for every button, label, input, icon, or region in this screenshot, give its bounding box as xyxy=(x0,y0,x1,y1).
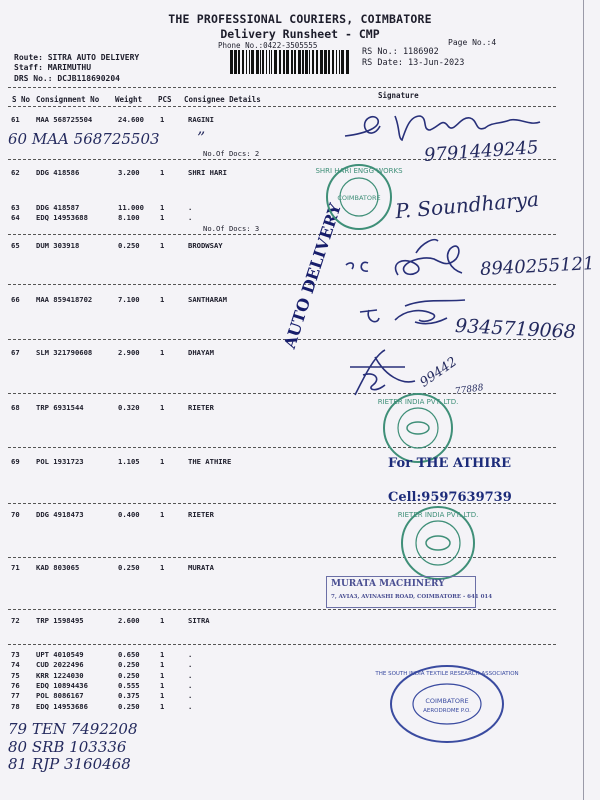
row-consignment: DUM 303918 xyxy=(36,241,80,250)
row-weight: 24.600 xyxy=(118,115,144,124)
row-weight: 11.000 xyxy=(118,203,144,212)
shri-hari-stamp-city: COIMBATORE xyxy=(337,194,381,202)
row-weight: 0.250 xyxy=(118,702,140,711)
col-signature: Signature xyxy=(378,91,419,100)
row-sno: 68 xyxy=(11,403,20,412)
handwritten-row-80: 80 SRB 103336 xyxy=(8,738,127,756)
barcode-bar xyxy=(279,50,281,74)
row-consignment: POL 8086167 xyxy=(36,691,84,700)
barcode-bar xyxy=(312,50,314,74)
handwritten-phone-2: 8940255121 xyxy=(479,253,596,280)
row-pcs: 1 xyxy=(160,115,165,124)
row-consignee: SHRI HARI xyxy=(188,168,227,177)
col-pcs: PCS xyxy=(158,95,172,104)
row-sno: 78 xyxy=(11,702,20,711)
handwritten-row-79: 79 TEN 7492208 xyxy=(8,720,138,738)
row-sno: 63 xyxy=(11,203,20,212)
row-pcs: 1 xyxy=(160,650,165,659)
auto-delivery-stamp: AUTO DELIVERY xyxy=(280,200,345,351)
shri-hari-stamp xyxy=(315,163,403,231)
row-consignee: MURATA xyxy=(188,563,214,572)
row-consignment: MAA 568725504 xyxy=(36,115,93,124)
row-sno: 65 xyxy=(11,241,20,250)
rieter-stamp-1-text: RIETER INDIA PVT. LTD. xyxy=(377,398,459,406)
barcode-bar xyxy=(274,50,277,74)
col-sno: S No xyxy=(12,95,31,104)
barcode-bar xyxy=(341,50,344,74)
row-consignment: TRP 1598495 xyxy=(36,616,84,625)
scan-edge-line xyxy=(583,0,584,800)
divider xyxy=(8,644,556,645)
row-weight: 0.400 xyxy=(118,510,140,519)
row-sno: 70 xyxy=(11,510,20,519)
signature-brodwsay xyxy=(338,233,488,288)
barcode-bar xyxy=(266,50,267,74)
handwritten-row-81: 81 RJP 3160468 xyxy=(8,755,131,773)
row-consignment: DDG 4918473 xyxy=(36,510,84,519)
row-consignment: DDG 418586 xyxy=(36,168,80,177)
row-weight: 0.650 xyxy=(118,650,140,659)
row-consignment: EDQ 10894436 xyxy=(36,681,88,690)
company-phone: Phone No.:0422-3505555 xyxy=(218,41,318,50)
barcode-bar xyxy=(294,50,296,74)
row-weight: 0.250 xyxy=(118,241,140,250)
row-consignee: RIETER xyxy=(188,510,214,519)
document-title: Delivery Runsheet - CMP xyxy=(220,27,380,41)
barcode-bar xyxy=(251,50,254,74)
sitra-stamp-center-2: AERODROME P.O. xyxy=(423,708,471,714)
sitra-stamp xyxy=(375,663,519,745)
row-pcs: 1 xyxy=(160,660,165,669)
divider xyxy=(8,609,556,610)
row-pcs: 1 xyxy=(160,457,165,466)
row-pcs: 1 xyxy=(160,348,165,357)
row-pcs: 1 xyxy=(160,671,165,680)
barcode-bar xyxy=(269,50,270,74)
shri-hari-stamp-text: SHRI HARI ENGG WORKS xyxy=(315,167,403,175)
barcode-bar xyxy=(242,50,244,74)
divider xyxy=(8,106,556,107)
row-weight: 1.105 xyxy=(118,457,140,466)
barcode-bar xyxy=(324,50,327,74)
barcode-bar xyxy=(336,50,337,74)
signature-ragini xyxy=(340,108,560,148)
col-consignee: Consignee Details xyxy=(184,95,261,104)
murata-stamp-name: MURATA MACHINERY xyxy=(331,579,445,589)
row-consignee: SANTHARAM xyxy=(188,295,227,304)
barcode-bar xyxy=(230,50,233,74)
row-consignee: . xyxy=(188,203,193,212)
row-sno: 64 xyxy=(11,213,20,222)
row-consignment: KAD 803065 xyxy=(36,563,80,572)
handwritten-phone-3: 9345719068 xyxy=(454,314,577,344)
drs-number: DRS No.: DCJB118690204 xyxy=(14,74,120,83)
murata-stamp xyxy=(326,576,493,608)
rieter-stamp-2 xyxy=(397,505,479,581)
barcode-bar xyxy=(332,50,334,74)
row-consignee: . xyxy=(188,660,193,669)
row-sno: 66 xyxy=(11,295,20,304)
barcode-bar xyxy=(291,50,293,74)
row-sno: 69 xyxy=(11,457,20,466)
col-consignment: Consignment No xyxy=(36,95,100,104)
barcode-bar xyxy=(249,50,250,74)
murata-stamp-address: 7, AVIA3, AVINASHI ROAD, COIMBATORE - 641 014 xyxy=(331,594,493,600)
row-pcs: 1 xyxy=(160,563,165,572)
handwritten-phone-1: 9791449245 xyxy=(423,137,540,166)
row-pcs: 1 xyxy=(160,168,165,177)
barcode-bar xyxy=(271,50,272,74)
row-weight: 0.320 xyxy=(118,403,140,412)
row-pcs: 1 xyxy=(160,403,165,412)
rieter-stamp-1 xyxy=(377,392,459,464)
row-sno: 76 xyxy=(11,681,20,690)
barcode-bar xyxy=(238,50,240,74)
row-weight: 2.600 xyxy=(118,616,140,625)
sitra-stamp-ring: THE SOUTH INDIA TEXTILE RESEARCH ASSOCIATION xyxy=(375,671,519,677)
barcode-bar xyxy=(320,50,323,74)
divider xyxy=(8,447,556,448)
company-name: THE PROFESSIONAL COURIERS, COIMBATORE xyxy=(168,12,432,26)
sitra-stamp-center: COIMBATORE xyxy=(425,697,469,705)
handwritten-row-60: 60 MAA 568725503 xyxy=(8,130,160,148)
row-consignee: . xyxy=(188,213,193,222)
row-consignee: . xyxy=(188,681,193,690)
docs-note: No.Of Docs: 2 xyxy=(203,149,260,158)
barcode-bar xyxy=(246,50,247,74)
barcode xyxy=(230,50,352,74)
row-consignment: SLM 321790608 xyxy=(36,348,93,357)
handwritten-ditto: ” xyxy=(197,128,206,147)
handwritten-signature-2: P. Soundharya xyxy=(394,186,540,224)
row-sno: 67 xyxy=(11,348,20,357)
barcode-bar xyxy=(262,50,264,74)
row-pcs: 1 xyxy=(160,691,165,700)
barcode-bar xyxy=(316,50,318,74)
row-sno: 75 xyxy=(11,671,20,680)
handwritten-number-5: 77888 xyxy=(454,383,485,397)
barcode-bar xyxy=(328,50,330,74)
staff-label: Staff: MARIMUTHU xyxy=(14,63,92,72)
row-pcs: 1 xyxy=(160,510,165,519)
row-pcs: 1 xyxy=(160,295,165,304)
barcode-bar xyxy=(302,50,304,74)
row-pcs: 1 xyxy=(160,702,165,711)
row-weight: 0.250 xyxy=(118,563,140,572)
row-pcs: 1 xyxy=(160,213,165,222)
athire-stamp: For THE ATHIRE xyxy=(388,456,512,471)
row-consignee: . xyxy=(188,691,193,700)
barcode-bar xyxy=(346,50,349,74)
row-consignment: UPT 4010549 xyxy=(36,650,84,659)
row-weight: 2.900 xyxy=(118,348,140,357)
row-sno: 77 xyxy=(11,691,20,700)
row-weight: 0.250 xyxy=(118,671,140,680)
row-pcs: 1 xyxy=(160,241,165,250)
row-consignee: . xyxy=(188,650,193,659)
row-consignment: DDG 418587 xyxy=(36,203,80,212)
row-sno: 71 xyxy=(11,563,20,572)
row-consignee: . xyxy=(188,702,193,711)
row-sno: 72 xyxy=(11,616,20,625)
row-weight: 7.100 xyxy=(118,295,140,304)
barcode-bar xyxy=(286,50,289,74)
row-consignee: RIETER xyxy=(188,403,214,412)
row-consignment: CUD 2022496 xyxy=(36,660,84,669)
handwritten-number-4: 99442 xyxy=(417,354,460,391)
row-pcs: 1 xyxy=(160,616,165,625)
row-sno: 61 xyxy=(11,115,20,124)
row-consignment: POL 1931723 xyxy=(36,457,84,466)
route-label: Route: SITRA AUTO DELIVERY xyxy=(14,53,140,62)
row-weight: 0.555 xyxy=(118,681,140,690)
row-consignee: . xyxy=(188,671,193,680)
row-consignment: TRP 6931544 xyxy=(36,403,84,412)
row-pcs: 1 xyxy=(160,203,165,212)
col-weight: Weight xyxy=(115,95,143,104)
barcode-bar xyxy=(283,50,285,74)
row-consignment: KRR 1224030 xyxy=(36,671,84,680)
barcode-bar xyxy=(260,50,261,74)
divider xyxy=(8,87,556,88)
docs-note: No.Of Docs: 3 xyxy=(203,224,260,233)
row-consignment: EDQ 14953686 xyxy=(36,702,88,711)
page-number: Page No.:4 xyxy=(448,38,497,47)
row-weight: 0.375 xyxy=(118,691,140,700)
barcode-bar xyxy=(309,50,310,74)
rs-number: RS No.: 1186902 xyxy=(362,47,439,57)
rieter-stamp-2-text: RIETER INDIA PVT. LTD. xyxy=(397,511,479,519)
barcode-bar xyxy=(234,50,237,74)
row-weight: 8.100 xyxy=(118,213,140,222)
row-consignment: EDQ 14953688 xyxy=(36,213,88,222)
signature-santharam xyxy=(355,292,475,337)
row-consignee: THE ATHIRE xyxy=(188,457,232,466)
row-consignment: MAA 859418702 xyxy=(36,295,93,304)
row-consignee: SITRA xyxy=(188,616,210,625)
barcode-bar xyxy=(305,50,308,74)
row-consignee: BRODWSAY xyxy=(188,241,223,250)
row-consignee: RAGINI xyxy=(188,115,214,124)
row-consignee: DHAYAM xyxy=(188,348,214,357)
rs-date: RS Date: 13-Jun-2023 xyxy=(362,58,465,68)
barcode-bar xyxy=(256,50,259,74)
row-pcs: 1 xyxy=(160,681,165,690)
row-weight: 3.200 xyxy=(118,168,140,177)
row-sno: 62 xyxy=(11,168,20,177)
barcode-bar xyxy=(339,50,340,74)
athire-cell: Cell:9597639739 xyxy=(388,490,512,505)
row-sno: 74 xyxy=(11,660,20,669)
row-sno: 73 xyxy=(11,650,20,659)
row-weight: 0.250 xyxy=(118,660,140,669)
barcode-bar xyxy=(298,50,301,74)
